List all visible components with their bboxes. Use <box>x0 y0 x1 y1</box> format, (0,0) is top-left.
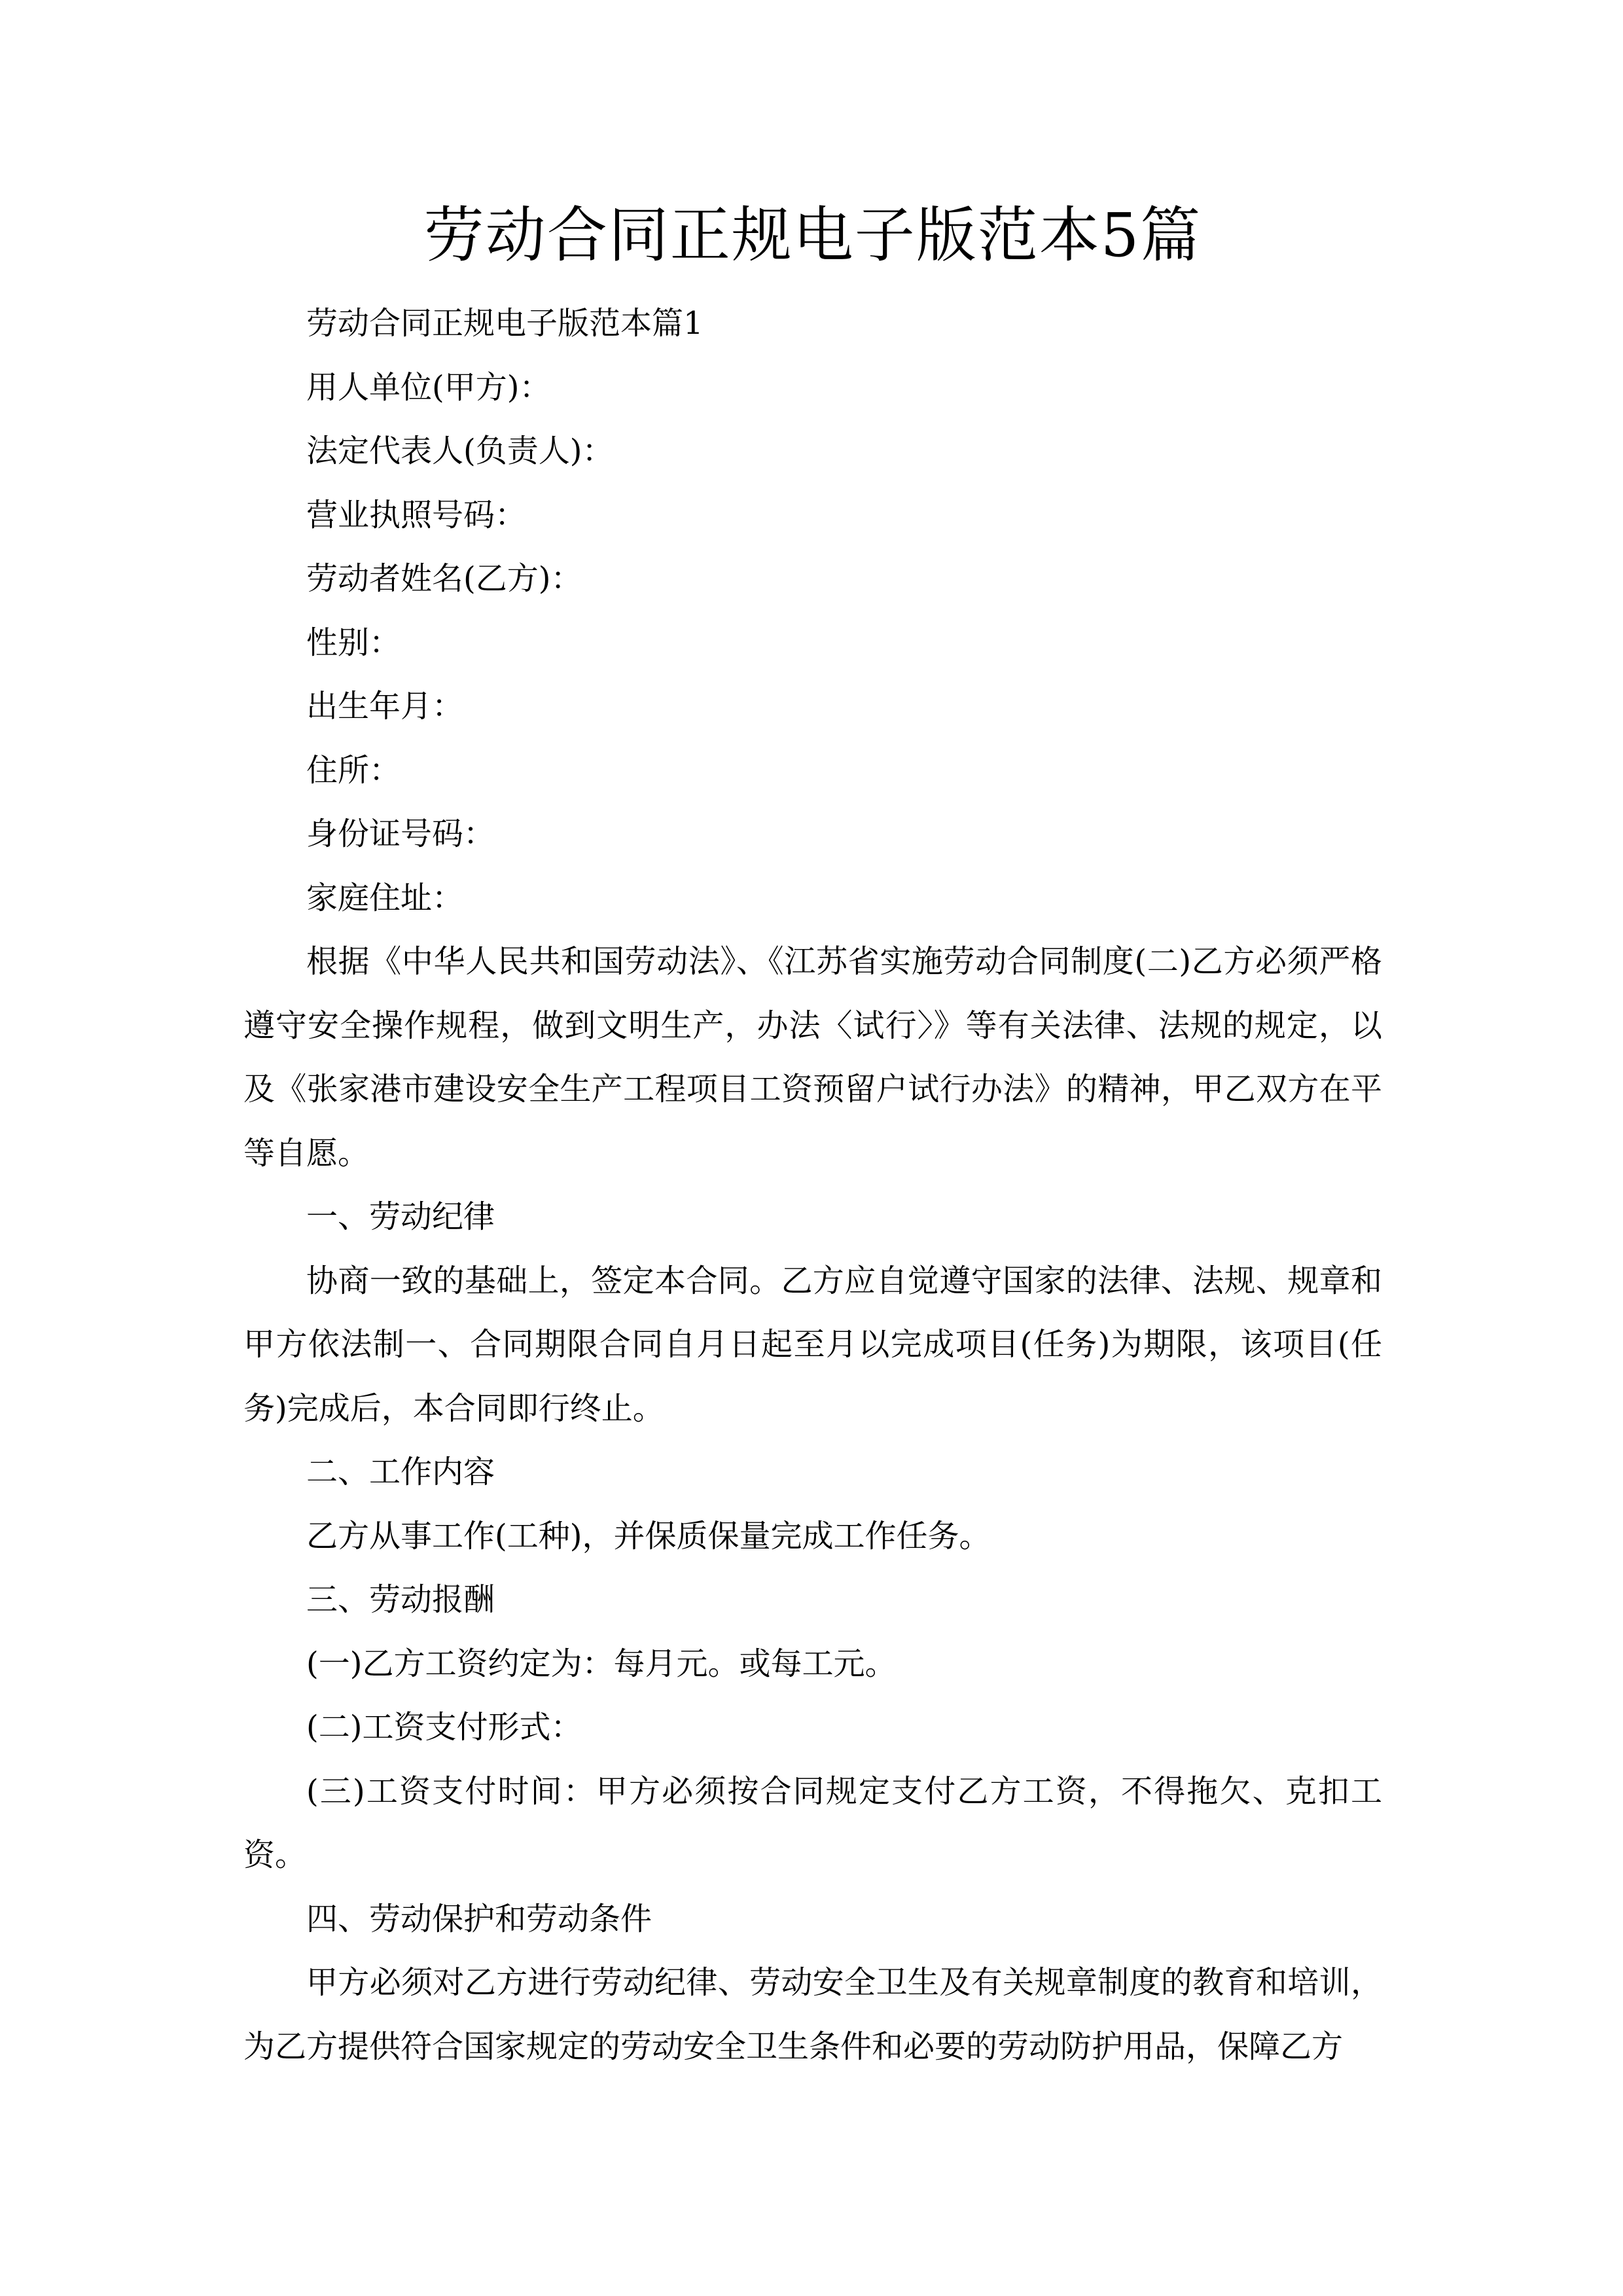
field-residence: 住所： <box>306 751 401 789</box>
section-paragraph: (一)乙方工资约定为：每月元。或每工元。 <box>306 1645 897 1682</box>
section-heading: 二、工作内容 <box>306 1454 495 1490</box>
section-heading: 三、劳动报酬 <box>306 1581 495 1618</box>
section-heading: 一、劳动纪律 <box>306 1198 495 1235</box>
field-id-number: 身份证号码： <box>306 816 495 852</box>
field-gender: 性别： <box>306 624 401 661</box>
field-employee-name: 劳动者姓名(乙方)： <box>306 560 582 597</box>
subtitle: 劳动合同正规电子版范本篇1 <box>306 305 704 342</box>
section-paragraph: 协商一致的基础上，签定本合同。乙方应自觉遵守国家的法律、法规、规章和甲方依法制一、合同期限合同自月日起至月以完成项目(任务)为期限，该项目(任务)完成后，本合同即行终止。 <box>243 1262 1382 1427</box>
field-legal-representative: 法定代表人(负责人)： <box>306 433 614 469</box>
document-title: 劳动合同正规电子版范本5篇 <box>423 200 1202 270</box>
section-paragraph: (二)工资支付形式： <box>306 1709 582 1746</box>
section-paragraph: 乙方从事工作(工种)，并保质保量完成工作任务。 <box>306 1517 991 1554</box>
document-body <box>243 292 1382 2079</box>
section-paragraph: (三)工资支付时间：甲方必须按合同规定支付乙方工资，不得拖欠、克扣工资。 <box>243 1772 1382 1873</box>
field-home-address: 家庭住址： <box>306 879 464 916</box>
preamble-paragraph: 根据《中华人民共和国劳动法》、《江苏省实施劳动合同制度(二)乙方必须严格遵守安全操作规程，做到文明生产，办法〈试行〉》等有关法律、法规的规定，以及《张家港市建设安全生产工程项目工资预留户试行办法》的精神，甲乙双方在平等自愿。 <box>243 943 1382 1172</box>
section-heading: 四、劳动保护和劳动条件 <box>306 1900 652 1937</box>
field-birth-date: 出生年月： <box>306 688 464 725</box>
field-employer: 用人单位(甲方)： <box>306 368 551 406</box>
field-business-license: 营业执照号码： <box>306 496 527 533</box>
section-paragraph: 甲方必须对乙方进行劳动纪律、劳动安全卫生及有关规章制度的教育和培训，为乙方提供符合国家规定的劳动安全卫生条件和必要的劳动防护用品，保障乙方 <box>243 1964 1382 2065</box>
